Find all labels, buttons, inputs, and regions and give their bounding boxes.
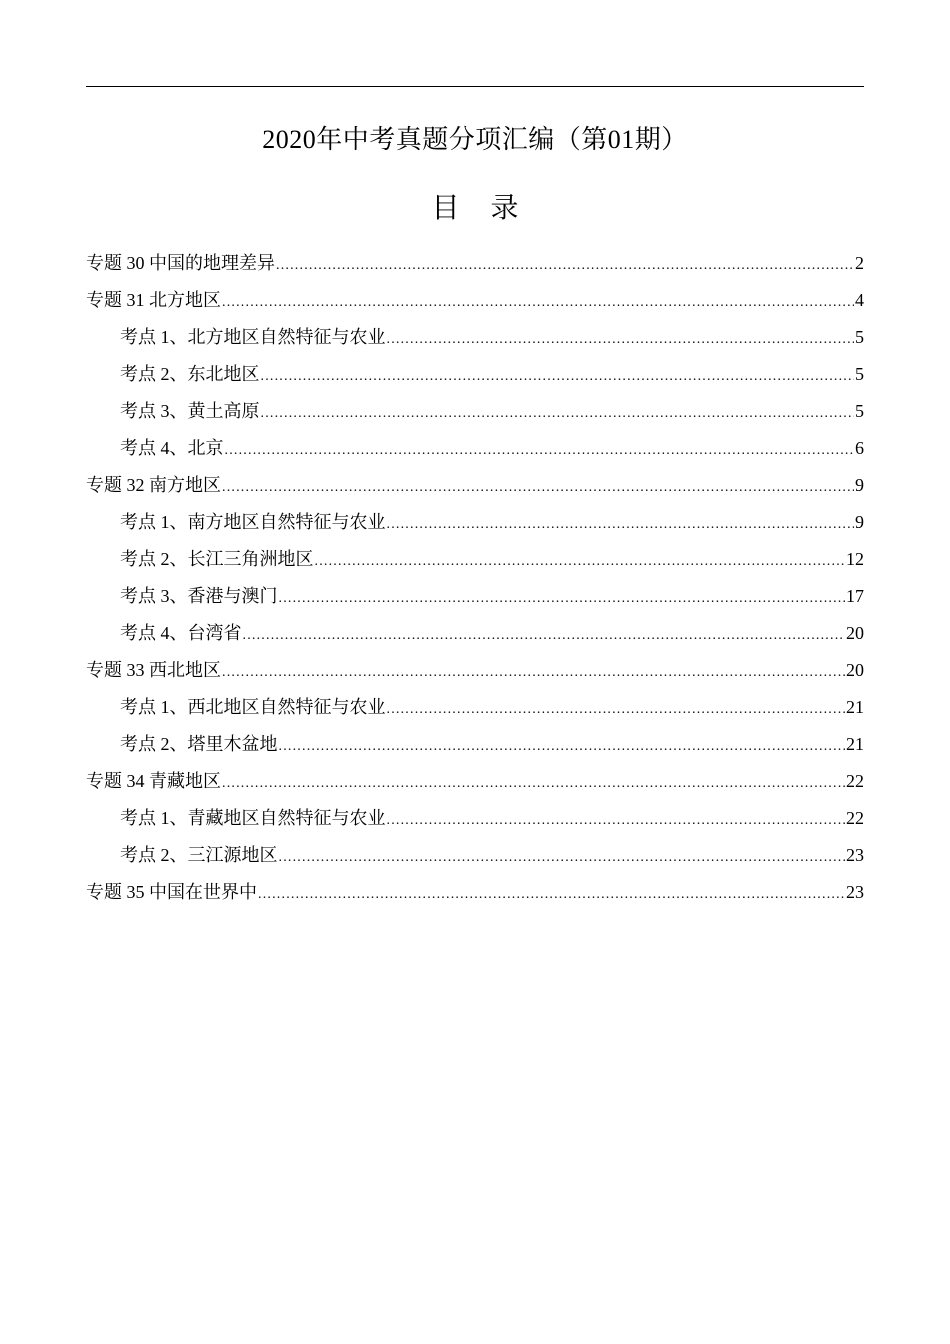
toc-entry-page-number: 9 (855, 512, 864, 532)
toc-entry-label: 专题 32 南方地区 (86, 475, 221, 495)
toc-dot-leader (279, 728, 846, 765)
toc-entry-topic[interactable] (86, 652, 864, 689)
toc-entry-label: 专题 34 青藏地区 (86, 771, 221, 791)
toc-entry-page-number: 21 (846, 734, 864, 754)
toc-dot-leader (222, 765, 845, 802)
toc-entry-page-number: 21 (846, 697, 864, 717)
toc-dot-leader (276, 247, 854, 284)
toc-dot-leader (387, 321, 855, 358)
document-title: 2020年中考真题分项汇编（第01期） (262, 125, 688, 154)
toc-dot-leader (387, 691, 846, 728)
toc-entry-label: 专题 35 中国在世界中 (86, 882, 257, 902)
toc-entry-subtopic[interactable] (86, 319, 864, 356)
toc-entry-page-number: 22 (846, 808, 864, 828)
toc-entry-subtopic[interactable] (86, 393, 864, 430)
toc-dot-leader (225, 432, 855, 469)
toc-entry-subtopic[interactable] (86, 356, 864, 393)
toc-entry-page-number: 9 (855, 475, 864, 495)
toc-entry-label: 考点 4、台湾省 (120, 623, 242, 643)
toc-entry-label: 专题 33 西北地区 (86, 660, 221, 680)
toc-dot-leader (222, 284, 854, 321)
toc-entry-label: 考点 2、东北地区 (120, 364, 260, 384)
toc-entry-page-number: 5 (855, 401, 864, 421)
toc-entry-subtopic[interactable] (86, 726, 864, 763)
toc-entry-page-number: 5 (855, 364, 864, 384)
toc-dot-leader (279, 839, 846, 876)
toc-entry-label: 考点 2、三江源地区 (120, 845, 278, 865)
toc-entry-subtopic[interactable] (86, 837, 864, 874)
toc-entry-page-number: 20 (846, 623, 864, 643)
toc-entry-page-number: 6 (855, 438, 864, 458)
toc-entry-subtopic[interactable] (86, 430, 864, 467)
toc-dot-leader (279, 580, 846, 617)
toc-dot-leader (261, 358, 855, 395)
toc-dot-leader (315, 543, 846, 580)
toc-dot-leader (222, 654, 845, 691)
toc-entry-page-number: 20 (846, 660, 864, 680)
toc-entry-subtopic[interactable] (86, 504, 864, 541)
toc-entry-label: 考点 2、长江三角洲地区 (120, 549, 314, 569)
toc-entry-subtopic[interactable] (86, 578, 864, 615)
toc-entry-topic[interactable] (86, 467, 864, 504)
toc-entry-page-number: 2 (855, 253, 864, 273)
toc-entry-page-number: 12 (846, 549, 864, 569)
toc-entry-label: 专题 30 中国的地理差异 (86, 253, 275, 273)
header-rule (86, 86, 864, 87)
toc-entry-label: 考点 1、北方地区自然特征与农业 (120, 327, 386, 347)
toc-entry-label: 考点 3、黄土高原 (120, 401, 260, 421)
toc-dot-leader (387, 802, 846, 839)
toc-entry-page-number: 5 (855, 327, 864, 347)
toc-entry-subtopic[interactable] (86, 541, 864, 578)
toc-entry-subtopic[interactable] (86, 615, 864, 652)
toc-entry-label: 考点 4、北京 (120, 438, 224, 458)
toc-entry-page-number: 22 (846, 771, 864, 791)
toc-dot-leader (261, 395, 855, 432)
toc-entry-page-number: 17 (846, 586, 864, 606)
toc-dot-leader (222, 469, 854, 506)
toc-entry-label: 考点 3、香港与澳门 (120, 586, 278, 606)
toc-heading: 目 录 (431, 193, 531, 224)
toc-entry-subtopic[interactable] (86, 800, 864, 837)
toc-entry-subtopic[interactable] (86, 689, 864, 726)
toc-entry-page-number: 4 (855, 290, 864, 310)
toc-dot-leader (387, 506, 855, 543)
toc-entry-label: 考点 1、南方地区自然特征与农业 (120, 512, 386, 532)
toc-dot-leader (243, 617, 846, 654)
toc-dot-leader (258, 876, 845, 913)
toc-entry-label: 考点 2、塔里木盆地 (120, 734, 278, 754)
toc-entry-page-number: 23 (846, 882, 864, 902)
toc-entry-topic[interactable] (86, 874, 864, 911)
toc-entry-label: 考点 1、西北地区自然特征与农业 (120, 697, 386, 717)
table-of-contents (86, 245, 864, 911)
toc-entry-topic[interactable] (86, 282, 864, 319)
toc-entry-label: 专题 31 北方地区 (86, 290, 221, 310)
toc-entry-topic[interactable] (86, 245, 864, 282)
toc-entry-label: 考点 1、青藏地区自然特征与农业 (120, 808, 386, 828)
toc-entry-topic[interactable] (86, 763, 864, 800)
toc-entry-page-number: 23 (846, 845, 864, 865)
